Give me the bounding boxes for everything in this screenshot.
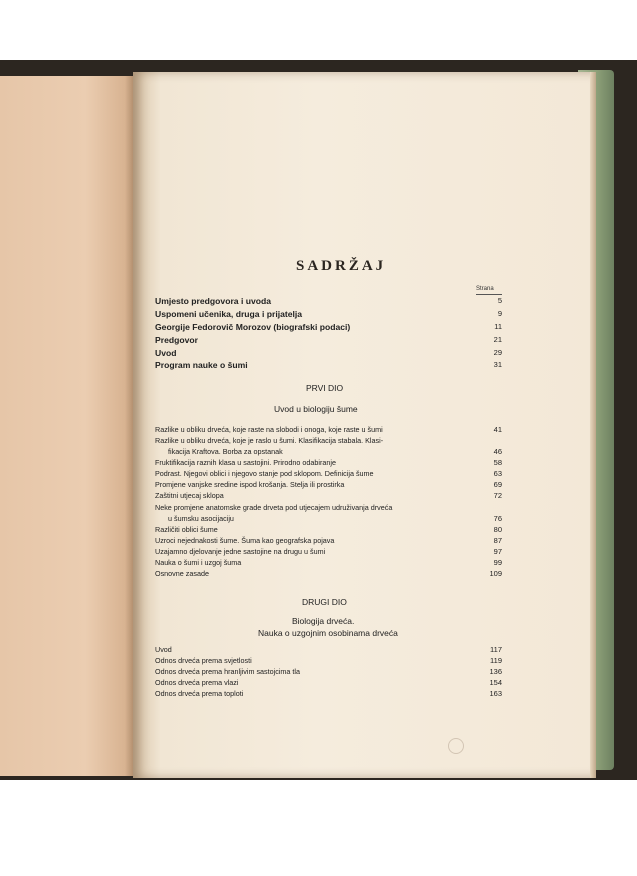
toc-entry: Uvod: [155, 348, 177, 358]
page-column-header: Strana: [476, 286, 494, 292]
toc-entry: Zaštitni utjecaj sklopa: [155, 491, 224, 500]
toc-entry: Odnos drveća prema toploti: [155, 689, 244, 698]
toc-entry: Odnos drveća prema svjetlosti: [155, 656, 252, 665]
toc-page: 69: [493, 480, 502, 489]
page-title: SADRŽAJ: [296, 258, 387, 274]
toc-page: 87: [493, 536, 502, 545]
toc-entry: Odnos drveća prema hranljivim sastojcima tla: [155, 667, 301, 676]
toc-entry: Odnos drveća prema vlazi: [155, 678, 239, 687]
toc-page: 99: [493, 558, 502, 567]
toc-entry: Uzroci nejednakosti šume. Šuma kao geografska pojava: [155, 536, 335, 545]
toc-entry: Promjene vanjske sredine ispod krošanja. Stelja ili prostirka: [155, 480, 345, 489]
toc-page: 9: [497, 309, 502, 318]
toc-page: 154: [489, 678, 502, 687]
toc-page: 11: [494, 322, 502, 331]
toc-page: 163: [489, 689, 502, 698]
toc-entry: Osnovne zasade: [155, 569, 209, 578]
toc-page: 80: [493, 525, 502, 534]
toc-entry: Georgije Fedorovič Morozov (biografski podaci): [155, 322, 351, 332]
toc-page: 72: [493, 491, 502, 500]
toc-entry: Fruktifikacija raznih klasa u sastojini. Prirodno odabiranje: [155, 458, 336, 467]
toc-entry: Umjesto predgovora i uvoda: [155, 296, 272, 306]
toc-entry: Uvod: [155, 645, 172, 654]
paper-stain: [448, 738, 464, 754]
toc-page: 63: [493, 469, 502, 478]
toc-entry: Različiti oblici šume: [155, 525, 218, 534]
toc-entry: Uspomeni učenika, druga i prijatelja: [155, 309, 303, 319]
toc-page: 29: [493, 348, 502, 357]
toc-page: 21: [493, 335, 502, 344]
toc-page: 31: [493, 360, 502, 369]
toc-page: 5: [497, 296, 502, 305]
toc-entry: Program nauke o šumi: [155, 360, 248, 370]
part-subheading: Nauka o uzgojnim osobinama drveća: [258, 628, 398, 638]
toc-page: 58: [493, 458, 502, 467]
toc-entry: fikacija Kraftova. Borba za opstanak: [168, 447, 283, 456]
toc-entry: Podrast. Njegovi oblici i njegovo stanje pod sklopom. Definicija šume: [155, 469, 374, 478]
toc-entry: Razlike u obliku drveća, koje je raslo u šumi. Klasifikacija stabala. Klasi-: [155, 436, 384, 445]
part-subheading: Biologija drveća.: [292, 616, 355, 626]
toc-page: 119: [490, 656, 502, 665]
part-subheading: Uvod u biologiju šume: [274, 404, 358, 414]
part-heading: DRUGI DIO: [302, 597, 347, 607]
toc-page: 41: [493, 425, 502, 434]
toc-page: 136: [489, 667, 502, 676]
toc-entry: Nauka o šumi i uzgoj šuma: [155, 558, 242, 567]
toc-entry: Neke promjene anatomske grade drveta pod utjecajem udruživanja drveća: [155, 503, 393, 512]
toc-entry: Razlike u obliku drveća, koje raste na slobodi i onoga, koje raste u šumi: [155, 425, 383, 434]
toc-page: 109: [489, 569, 502, 578]
toc-entry: Predgovor: [155, 335, 198, 345]
toc-page: 76: [493, 514, 502, 523]
toc-entry: u šumsku asocijaciju: [168, 514, 234, 523]
toc-page: 46: [493, 447, 502, 456]
toc-page: 97: [493, 547, 502, 556]
toc-page: 117: [490, 645, 502, 654]
toc-entry: Uzajamno djelovanje jedne sastojine na drugu u šumi: [155, 547, 326, 556]
part-heading: PRVI DIO: [306, 383, 344, 393]
